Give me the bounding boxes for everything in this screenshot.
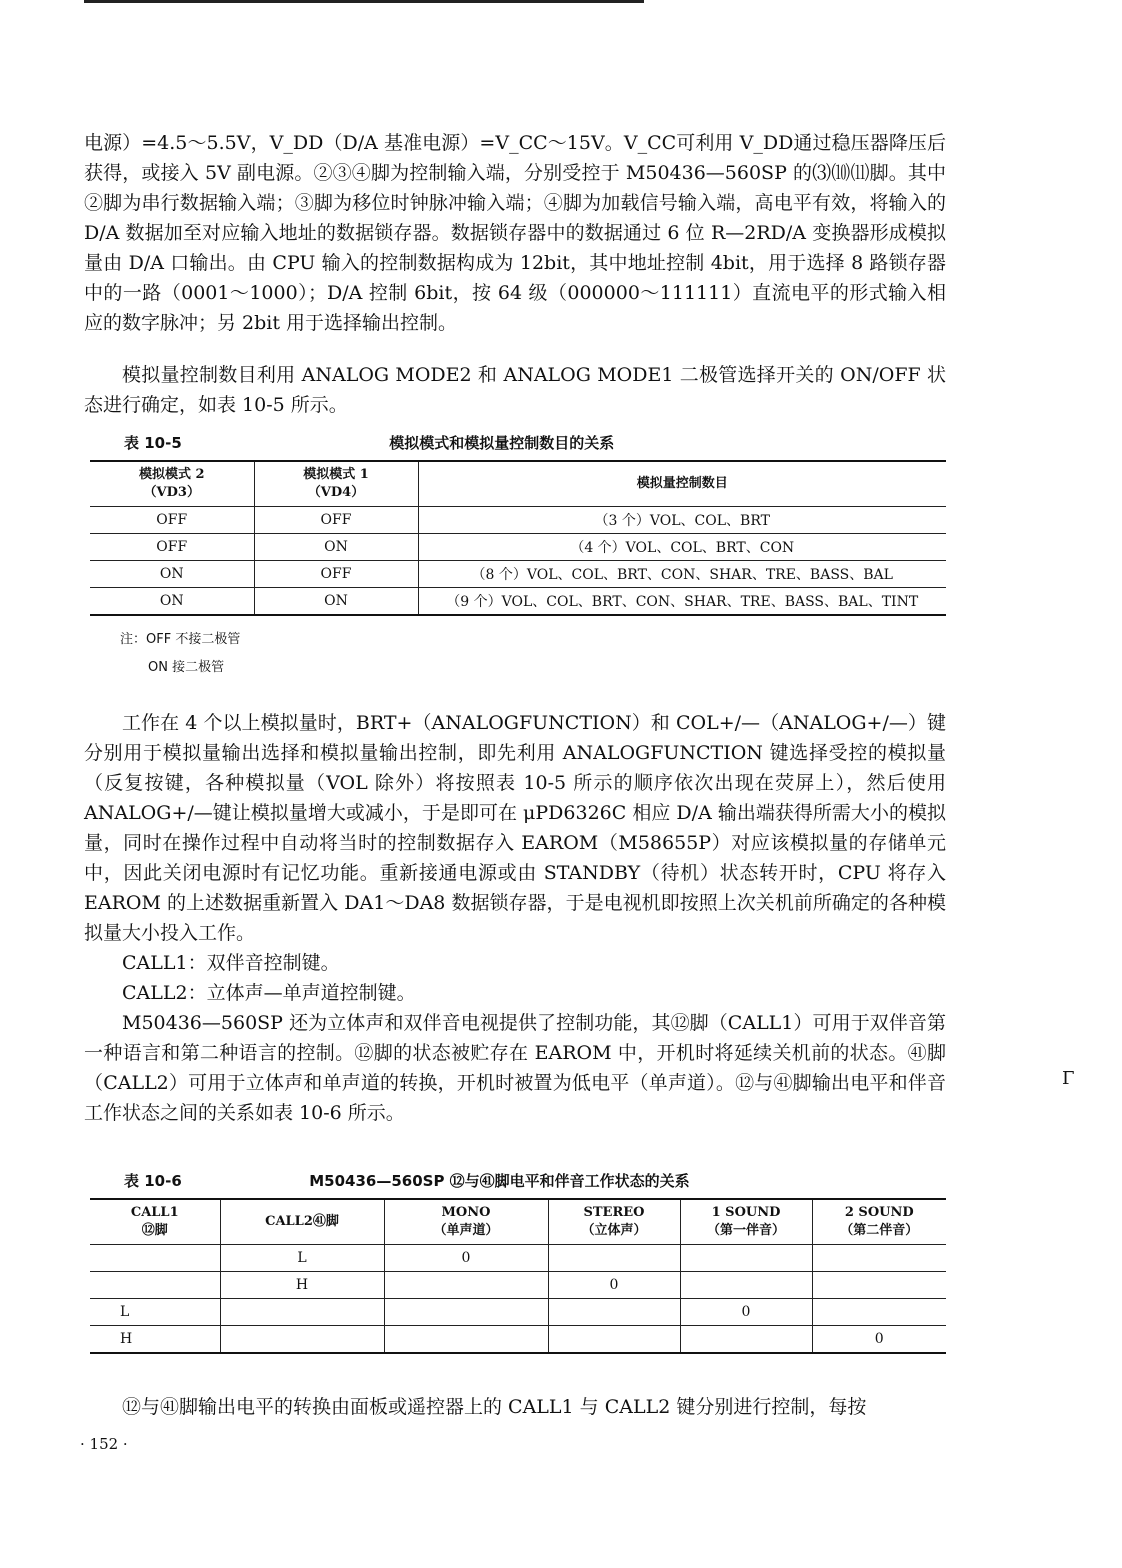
header-analog-count: 模拟量控制数目 bbox=[418, 461, 946, 507]
table-note-on: ON 接二极管 bbox=[148, 660, 225, 675]
paragraph-power-and-control: 电源）=4.5～5.5V，V_DD（D/A 基准电源）=V_CC～15V。V_CC可利用 V_DD通过稳压器降压后获得，或接入 5V 副电源。②③④脚为控制输入端，分别受控于 M50436—560SP 的⑶⑽⑾脚。其中②脚为串行数据输入端；③脚为移位时钟脉冲输入端；④脚为加载信号输入端，高电平有效，将输入的 D/A 数据加至对应输入地址的数据锁存器。数据锁存器中的数据通过 6 位 R—2RD/A 变换器形成模拟量由 D/A 口输出。由 CPU 输入的控制数据构成为 12bit，其中地址控制 4bit，用于选择 8 路锁存器中的一路（0001～1000）；D/A 控制 6bit，按 64 级（000000～111111）直流电平的形式输入相应的数字脉冲；另 2bit 用于选择输出控制。 bbox=[84, 132, 946, 334]
table-10-6 bbox=[90, 1198, 946, 1354]
table-title: M50436—560SP ⑫与㊶脚电平和伴音工作状态的关系 bbox=[309, 1172, 690, 1190]
table-row bbox=[90, 1299, 946, 1326]
table-cell bbox=[384, 1326, 548, 1354]
table-cell bbox=[220, 1326, 384, 1354]
table-cell bbox=[812, 1299, 946, 1326]
paragraph-call-switching: ⑫与㊶脚输出电平的转换由面板或遥控器上的 CALL1 与 CALL2 键分别进行控制，每按 bbox=[122, 1396, 867, 1418]
header-stereo: STEREO （立体声） bbox=[548, 1199, 680, 1245]
table-cell bbox=[548, 1299, 680, 1326]
table-cell: OFF bbox=[90, 534, 254, 561]
table-cell: 0 bbox=[548, 1272, 680, 1299]
table-cell: （8 个）VOL、COL、BRT、CON、SHAR、TRE、BASS、BAL bbox=[418, 561, 946, 588]
table-cell bbox=[548, 1245, 680, 1272]
table-cell bbox=[680, 1272, 812, 1299]
table-cell: ON bbox=[90, 561, 254, 588]
table-cell bbox=[220, 1299, 384, 1326]
paragraph-stereo-control: M50436—560SP 还为立体声和双伴音电视提供了控制功能，其⑫脚（CALL1）可用于双伴音第一种语言和第二种语言的控制。⑫脚的状态被贮存在 EAROM 中，开机时将延续关机前的状态。㊶脚（CALL2）可用于立体声和单声道的转换，开机时被置为低电平（单声道）。⑫与㊶脚输出电平和伴音工作状态之间的关系如表 10-6 所示。 bbox=[84, 1012, 946, 1124]
table-cell: OFF bbox=[254, 561, 418, 588]
header-2-sound: 2 SOUND （第二伴音） bbox=[812, 1199, 946, 1245]
header-analog-mode-2: 模拟模式 2 （VD3） bbox=[90, 461, 254, 507]
table-cell: ON bbox=[254, 588, 418, 616]
table-cell: H bbox=[220, 1272, 384, 1299]
paragraph-call2: CALL2：立体声—单声道控制键。 bbox=[122, 982, 416, 1004]
table-10-6-caption bbox=[124, 1170, 946, 1191]
table-cell: 0 bbox=[812, 1326, 946, 1354]
table-cell: OFF bbox=[90, 507, 254, 534]
table-cell bbox=[384, 1272, 548, 1299]
table-cell bbox=[812, 1245, 946, 1272]
body-text-block bbox=[84, 708, 946, 1128]
header-call2: CALL2㊶脚 bbox=[220, 1199, 384, 1245]
table-cell: L bbox=[90, 1299, 220, 1326]
table-title: 模拟模式和模拟量控制数目的关系 bbox=[389, 434, 615, 452]
table-10-5-caption bbox=[124, 432, 946, 453]
table-number: 表 10-6 bbox=[124, 1172, 182, 1190]
table-cell: （4 个）VOL、COL、BRT、CON bbox=[418, 534, 946, 561]
table-cell: （9 个）VOL、COL、BRT、CON、SHAR、TRE、BASS、BAL、TINT bbox=[418, 588, 946, 616]
table-cell: L bbox=[220, 1245, 384, 1272]
paragraph-call1: CALL1：双伴音控制键。 bbox=[122, 952, 340, 974]
paragraph-analog-operation: 工作在 4 个以上模拟量时，BRT+（ANALOGFUNCTION）和 COL+/—（ANALOG+/—）键分别用于模拟量输出选择和模拟量输出控制，即先利用 ANALOGFUNCTION 键选择受控的模拟量（反复按键，各种模拟量（VOL 除外）将按照表 10-5 所示的顺序依次出现在荧屏上），然后使用 ANALOG+/—键让模拟量增大或减小，于是即可在 μPD6326C 相应 D/A 输出端获得所需大小的模拟量，同时在操作过程中自动将当时的控制数据存入 EAROM（M58655P）对应该模拟量的存储单元中，因此关闭电源时有记忆功能。重新接通电源或由 STANDBY（待机）状态转开时，CPU 将存入 EAROM 的上述数据重新置入 DA1～DA8 数据锁存器，于是电视机即按照上次关机前所确定的各种模拟量大小投入工作。 bbox=[84, 712, 946, 944]
table-cell bbox=[548, 1326, 680, 1354]
document-page bbox=[80, 0, 946, 1568]
header-mono: MONO （单声道） bbox=[384, 1199, 548, 1245]
table-row bbox=[90, 588, 946, 616]
table-cell: 0 bbox=[680, 1299, 812, 1326]
table-row bbox=[90, 561, 946, 588]
table-10-5 bbox=[90, 460, 946, 616]
table-cell: 0 bbox=[384, 1245, 548, 1272]
table-header-row bbox=[90, 1199, 946, 1245]
table-note-off: 注：OFF 不接二极管 bbox=[120, 632, 241, 647]
table-row bbox=[90, 1326, 946, 1354]
table-row bbox=[90, 1272, 946, 1299]
table-row bbox=[90, 1245, 946, 1272]
table-cell: （3 个）VOL、COL、BRT bbox=[418, 507, 946, 534]
table-cell: ON bbox=[254, 534, 418, 561]
table-row bbox=[90, 507, 946, 534]
table-cell bbox=[680, 1326, 812, 1354]
paragraph-analog-mode: 模拟量控制数目利用 ANALOG MODE2 和 ANALOG MODE1 二极管选择开关的 ON/OFF 状态进行确定，如表 10-5 所示。 bbox=[84, 364, 946, 416]
table-cell bbox=[812, 1272, 946, 1299]
header-analog-mode-1: 模拟模式 1 （VD4） bbox=[254, 461, 418, 507]
table-cell: OFF bbox=[254, 507, 418, 534]
table-cell bbox=[90, 1245, 220, 1272]
page-number: · 152 · bbox=[80, 1435, 128, 1453]
table-row bbox=[90, 534, 946, 561]
table-cell: ON bbox=[90, 588, 254, 616]
table-cell bbox=[90, 1272, 220, 1299]
table-cell bbox=[384, 1299, 548, 1326]
header-1-sound: 1 SOUND （第一伴音） bbox=[680, 1199, 812, 1245]
header-call1: CALL1 ⑫脚 bbox=[90, 1199, 220, 1245]
table-cell: H bbox=[90, 1326, 220, 1354]
table-number: 表 10-5 bbox=[124, 434, 182, 452]
table-cell bbox=[680, 1245, 812, 1272]
table-header-row bbox=[90, 461, 946, 507]
margin-mark: Γ bbox=[1062, 1068, 1075, 1089]
scan-edge-line bbox=[84, 0, 644, 3]
